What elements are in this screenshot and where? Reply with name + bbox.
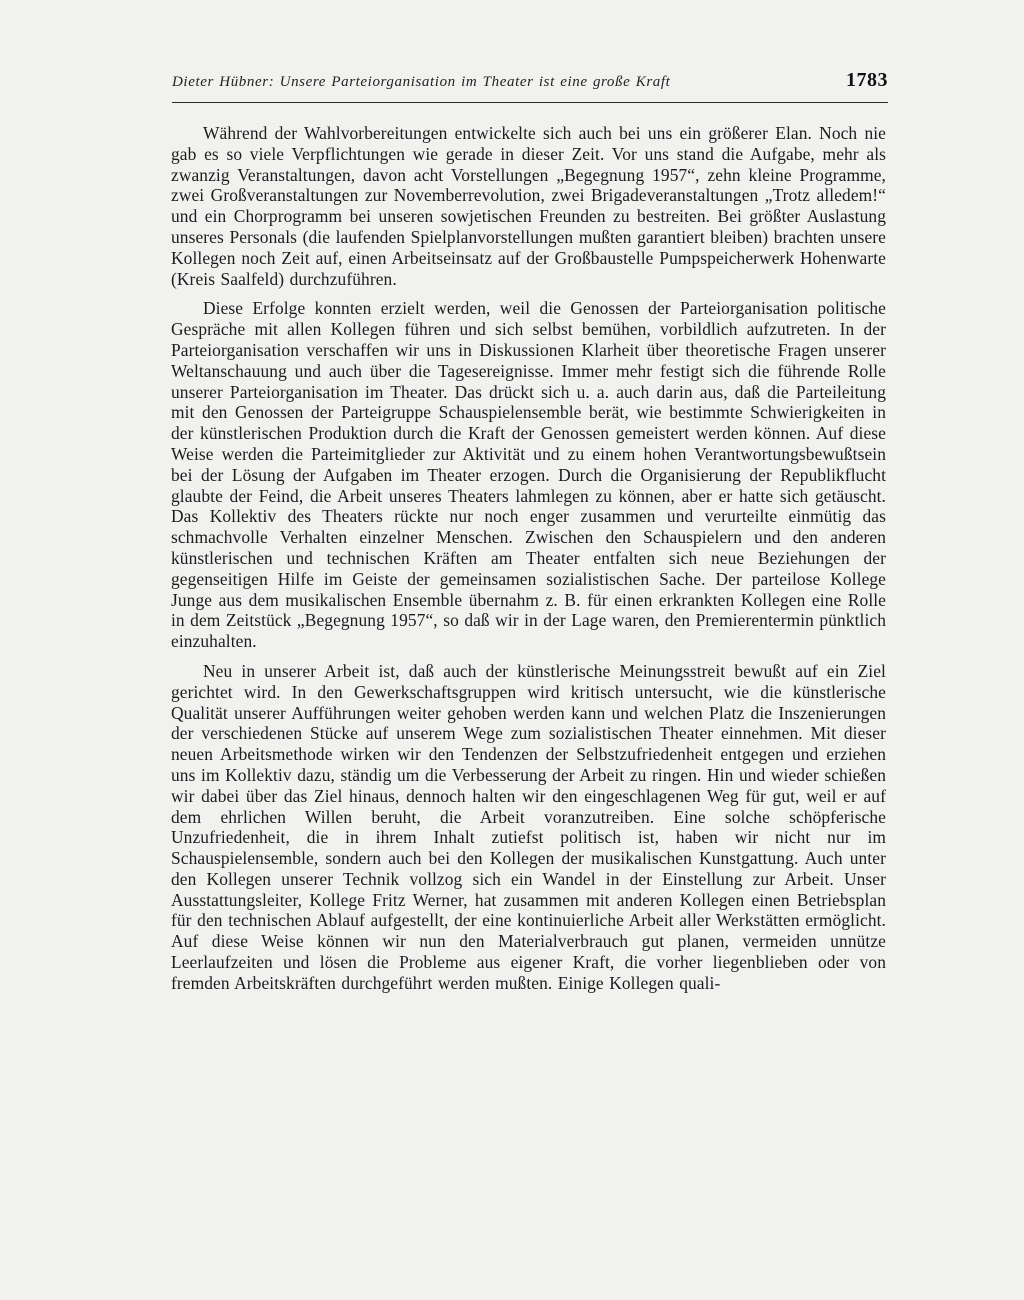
page-number: 1783 xyxy=(846,69,888,91)
paragraph-3: Neu in unserer Arbeit ist, daß auch der künstlerische Meinungsstreit bewußt auf ein Ziel gerichtet wird. In den Gewerkschaftsgruppen wird kritisch untersucht, wie die künstlerische Qualität unserer Aufführungen weiter gehoben werden kann und welchen Platz die Inszenierungen der verschiedenen Stücke auf unserem Wege zum sozialistischen Theater einnehmen. Mit dieser neuen Arbeitsmethode wirken wir den Tendenzen der Selbstzufriedenheit entgegen und erziehen uns im Kollektiv dazu, ständig um die Verbesserung der Arbeit zu ringen. Hin und wieder schießen wir dabei über das Ziel hinaus, dennoch halten wir den eingeschlagenen Weg für gut, weil er auf dem ehrlichen Willen beruht, die Arbeit voranzutreiben. Eine solche schöpferische Unzufriedenheit, die in ihrem Inhalt zutiefst politisch ist, haben wir nicht nur im Schauspielensemble, sondern auch bei den Kollegen der musikalischen Kunstgattung. Auch unter den Kollegen unserer Technik vollzog sich ein Wandel in der Einstellung zur Arbeit. Unser Ausstattungsleiter, Kollege Fritz Werner, hat zusammen mit anderen Kollegen einen Betriebsplan für den technischen Ablauf aufgestellt, der eine kontinuierliche Arbeit aller Werkstätten ermöglicht. Auf diese Weise können wir nun den Materialverbrauch gut planen, vermeiden unnütze Leerlaufzeiten und lösen die Probleme aus eigener Kraft, die vorher liegenblieben oder von fremden Arbeitskräften durchgeführt werden mußten. Einige Kollegen quali- xyxy=(171,660,886,993)
running-title: Dieter Hübner: Unsere Parteiorganisation im Theater ist eine große Kraft xyxy=(172,74,671,90)
body-text xyxy=(171,123,886,994)
running-header xyxy=(172,66,888,103)
paragraph-2: Diese Erfolge konnten erzielt werden, weil die Genossen der Parteiorganisation politische Gespräche mit allen Kollegen führen und sich selbst bemühen, vorbildlich aufzutreten. In der Parteiorganisation verschaffen wir uns in Diskussionen Klarheit über theoretische Fragen unserer Weltanschauung und auch über die Tagesereignisse. Immer mehr festigt sich die führende Rolle unserer Parteiorganisation im Theater. Das drückt sich u. a. auch darin aus, daß die Parteileitung mit den Genossen der Parteigruppe Schauspielensemble berät, wie bestimmte Schwierigkeiten in der künstlerischen Produktion durch die Kraft der Genossen gemeistert werden können. Auf diese Weise werden die Parteimitglieder zur Aktivität und zu einem hohen Verantwortungsbewußtsein bei der Lösung der Aufgaben im Theater erzogen. Durch die Organisierung der Republikflucht glaubte der Feind, die Arbeit unseres Theaters lahmlegen zu können, aber er hatte sich getäuscht. Das Kollektiv des Theaters rückte nur noch enger zusammen und verurteilte einmütig das schmachvolle Verhalten einzelner Menschen. Zwischen den Schauspielern und den anderen künstlerischen und technischen Kräften am Theater entfalten sich neue Beziehungen der gegenseitigen Hilfe im Geiste der gemeinsamen sozialistischen Sache. Der parteilose Kollege Junge aus dem musikalischen Ensemble übernahm z. B. für einen erkrankten Kollegen eine Rolle in dem Zeitstück „Begegnung 1957“, so daß wir in der Lage waren, den Premierentermin pünktlich einzuhalten. xyxy=(171,298,886,652)
paragraph-1: Während der Wahlvorbereitungen entwickelte sich auch bei uns ein größerer Elan. Noch nie gab es so viele Verpflichtungen wie gerade in dieser Zeit. Vor uns stand die Aufgabe, mehr als zwanzig Veranstaltungen, davon acht Vorstellungen „Begegnung 1957“, zehn kleine Programme, zwei Großveranstaltungen zur Novemberrevolution, zwei Brigadeveranstaltungen „Trotz alledem!“ und ein Chorprogramm bei unseren sowjetischen Freunden zu bestreiten. Bei größter Auslastung unseres Personals (die laufenden Spielplanvorstellungen mußten garantiert bleiben) brachten unsere Kollegen noch Zeit auf, einen Arbeitseinsatz auf der Großbaustelle Pumpspeicherwerk Hohenwarte (Kreis Saalfeld) durchzuführen. xyxy=(171,123,886,289)
